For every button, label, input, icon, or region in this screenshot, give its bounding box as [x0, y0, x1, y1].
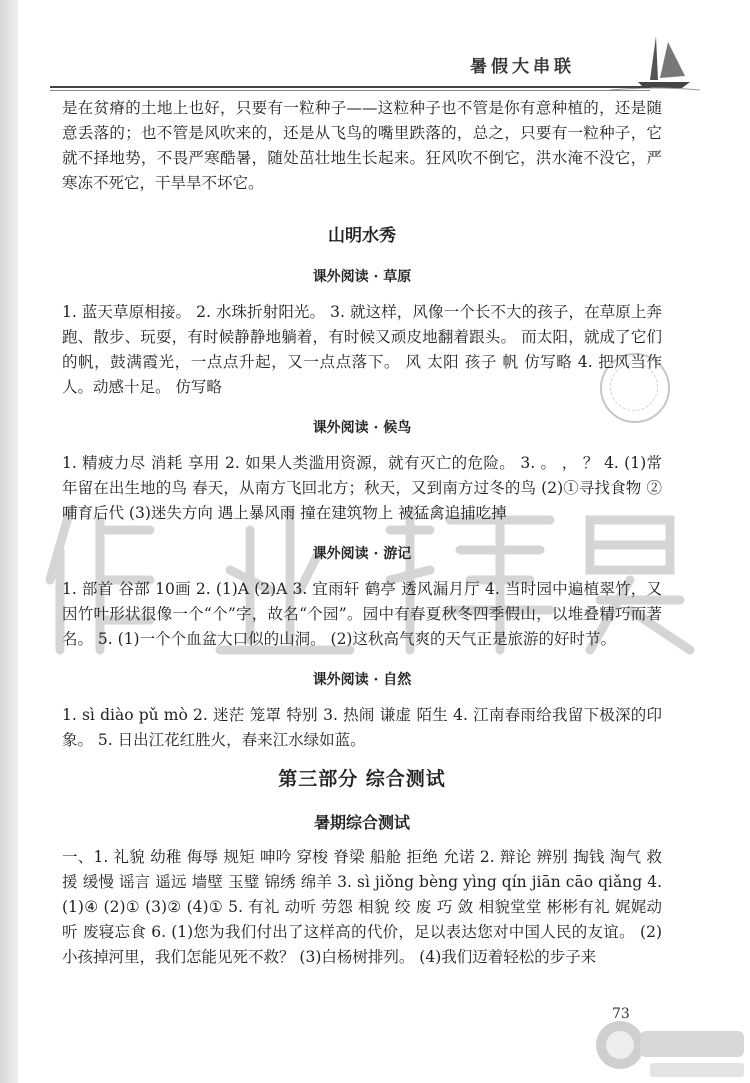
unit-answers: 1. sì diào pǔ mò 2. 迷茫 笼罩 特别 3. 热闹 谦虚 陌生 4. 江南春雨给我留下极深的印象。 5. 日出江花红胜火，春来江水绿如蓝。 — [62, 706, 662, 749]
test-answers: 一、1. 礼貌 幼稚 侮辱 规矩 呻吟 穿梭 脊梁 船舱 拒绝 允诺 2. 辩论 辨别 掏钱 淘气 救援 缓慢 谣言 遥远 墙壁 玉璧 锦绣 绵羊 3. sì jiǒng bèng yìng qín jiān cāo qiǎng 4. (1)④ (2)① (3)② (4)① 5. 有礼 动听 劳怨 相貌 绞 废 巧 敛 相貌堂堂 彬彬有礼 娓娓动听 废寝忘食 6. (1)您为我们付出了这样高的代价，足以表达您对中国人民的友谊。 (2)小孩掉河里，我们怎能见死不救？ (3)白杨树排列。 (4)我们迈着轻松的步子来 — [62, 848, 662, 966]
unit-answers: 1. 蓝天草原相接。 2. 水珠折射阳光。 3. 就这样，风像一个长不大的孩子，在草原上奔跑、散步、玩耍，有时候静静地躺着，有时候又顽皮地翻着跟头。 而太阳，就成了它们的帆，鼓满霞光，一点点升起，又一点点落下。 风 太阳 孩子 帆 仿写略 4. 把风当作人。动感十足。 仿写略 — [62, 303, 662, 396]
section-title: 山明水秀 — [328, 226, 396, 246]
unit-heading: 课外阅读 · 草原 — [312, 269, 412, 285]
intro-paragraph: 是在贫瘠的土地上也好，只要有一粒种子——这粒种子也不管是你有意种植的，还是随意丢落的；也不管是风吹来的，还是从飞鸟的嘴里跌落的，总之，只要有一粒种子，它就不择地势，不畏严寒酷暑，随处茁壮地生长起来。狂风吹不倒它，洪水淹不没它，严寒冻不死它，干旱旱不坏它。 — [62, 99, 662, 192]
sailboat-icon — [610, 32, 700, 94]
main-content — [62, 96, 662, 970]
book-spine-shadow — [0, 0, 18, 1083]
header-title: 暑假大串联 — [470, 57, 575, 77]
unit-answers: 1. 部首 谷部 10画 2. (1)A (2)A 3. 宜雨轩 鹤亭 透风漏月厅 4. 当时园中遍植翠竹，又因竹叶形状很像一个“个”字，故名“个园”。园中有春夏秋冬四季假山，以堆叠精巧而著名。 5. (1)一个个血盆大口似的山洞。 (2)这秋高气爽的天气正是旅游的好时节。 — [62, 580, 662, 648]
unit-heading: 课外阅读 · 游记 — [312, 546, 412, 562]
unit-answers: 1. 精疲力尽 消耗 享用 2. 如果人类滥用资源，就有灭亡的危险。 3. 。 ， ？ 4. (1)常年留在出生地的鸟 春天，从南方飞回北方；秋天，又到南方过冬的鸟 (2)①寻找食物 ②哺育后代 (3)迷失方向 遇上暴风雨 撞在建筑物上 被猛禽追捕吃掉 — [62, 454, 662, 522]
corner-watermark-logo — [590, 985, 750, 1083]
unit-heading: 课外阅读 · 候鸟 — [312, 420, 412, 436]
page-header — [50, 40, 690, 100]
page-number: 73 — [612, 1006, 630, 1022]
header-rule — [50, 86, 650, 88]
header-rule-thin — [50, 90, 650, 91]
unit-heading: 课外阅读 · 自然 — [312, 672, 412, 688]
test-subtitle: 暑期综合测试 — [313, 813, 410, 832]
part-title: 第三部分 综合测试 — [278, 768, 446, 790]
